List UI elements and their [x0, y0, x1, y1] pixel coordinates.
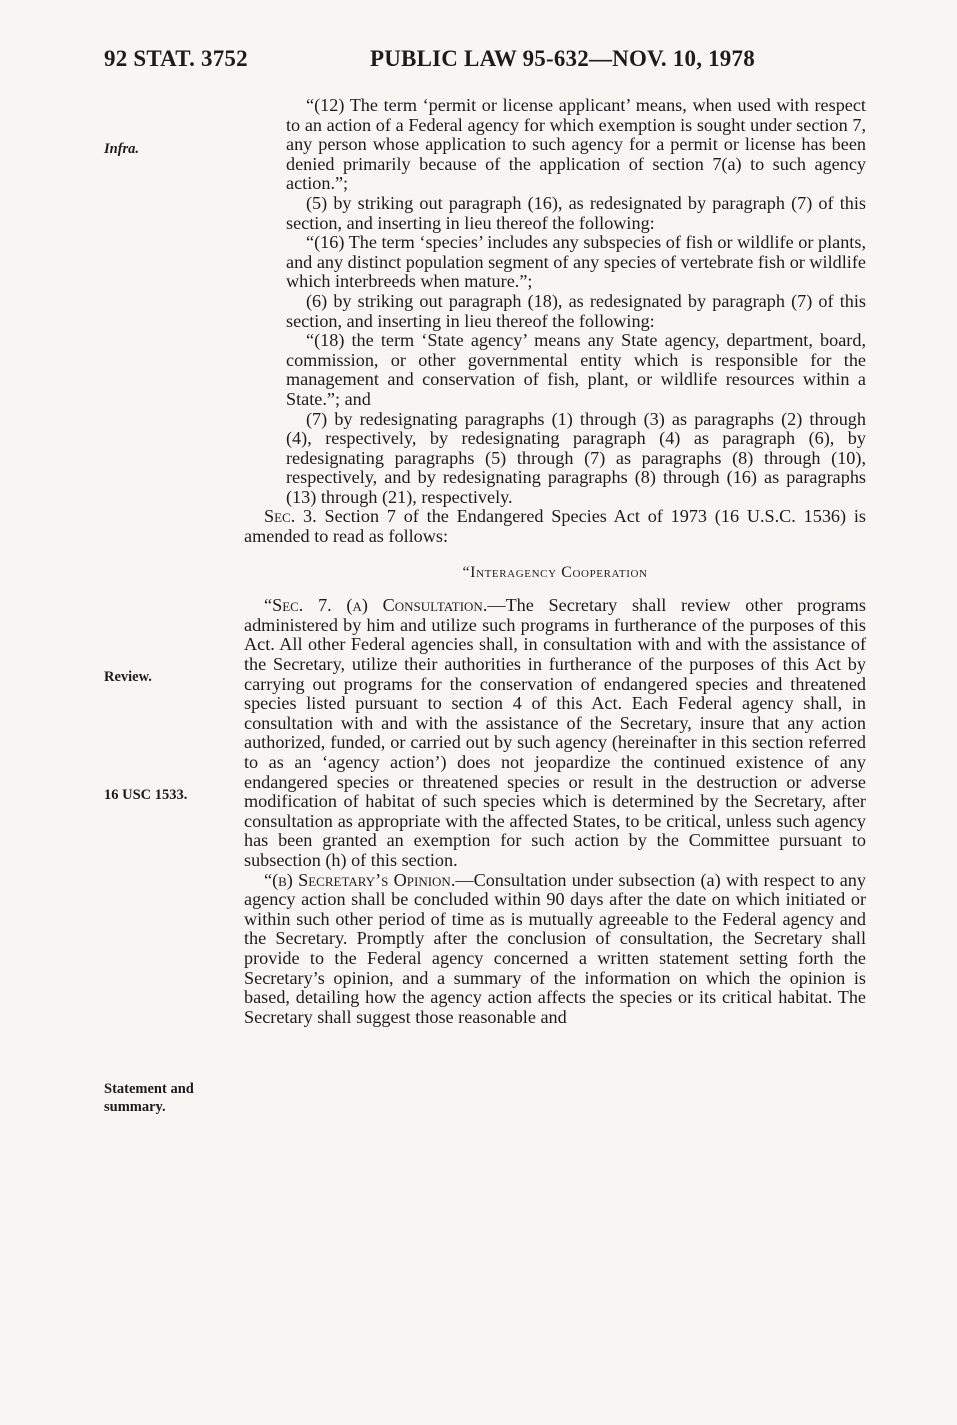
section-3-text: Section 7 of the Endangered Species Act of 1973 (16 U.S.C. 1536) is amended to read as follows: [244, 506, 866, 547]
section-heading: “Interagency Cooperation [462, 563, 648, 581]
paragraph-16-definition: “(16) The term ‘species’ includes any subspecies of fish or wildlife or plants, and any distinct population segment of any species of vertebrate fish or wildlife which interbreeds when mature.”; [286, 232, 866, 292]
amendment-item-6: (6) by striking out paragraph (18), as redesignated by paragraph (7) of this section, and inserting in lieu thereof the following: [286, 290, 866, 331]
statute-page-number: 92 STAT. 3752 [104, 46, 248, 71]
body-text [244, 96, 866, 1027]
section-3 [244, 507, 866, 546]
section-3-label: Sec. 3. [264, 506, 317, 527]
margin-note-infra: Infra. [104, 141, 140, 157]
paragraph-12-definition: “(12) The term ‘permit or license applicant’ means, when used with respect to an action of a Federal agency for which exemption is sought under section 7, any person whose application to such agency for a permit or license has been denied primarily because of the application of section 7(a) to such agency action.”; [286, 95, 866, 194]
paragraph-18-definition: “(18) the term ‘State agency’ means any State agency, department, board, commission, or other governmental entity which is responsible for the management and conservation of fish, plant, or wildlife resources within a State.”; and [286, 330, 866, 409]
page-header [0, 46, 957, 78]
section-7a-text: —The Secretary shall review other programs administered by him and utilize such programs in furtherance of the purposes of this Act. All other Federal agencies shall, in consultation with and with the assistance of the Secretary, utilize their authorities in furtherance of the purposes of this Act by carrying out programs for the conservation of endangered species and threatened species listed pursuant to section 4 of this Act. Each Federal agency shall, in consultation with and with the assistance of the Secretary, insure that any action authorized, funded, or carried out by such agency (hereinafter in this section referred to as an ‘agency action’) does not jeopardize the continued existence of any endangered species or threatened species or result in the destruction or adverse modification of habitat of such species which is determined by the Secretary, after consultation as appropriate with the affected States, to be critical, unless such agency has been granted an exemption for such action by the Committee pursuant to subsection (h) of this section. [244, 595, 867, 870]
section-7b [244, 871, 866, 1028]
public-law-citation: PUBLIC LAW 95-632—NOV. 10, 1978 [370, 46, 755, 71]
section-7b-label: “(b) Secretary’s Opinion. [264, 869, 456, 890]
margin-note-statement: Statement and summary. [104, 1081, 194, 1115]
section-7b-text: —Consultation under subsection (a) with respect to any agency action shall be concluded within 90 days after the date on which initiated or within such other period of time as is mutually agreeable to the Federal agency and the Secretary. Promptly after the conclusion of consultation, the Secretary shall provide to the Federal agency concerned a written statement setting forth the Secretary’s opinion, and a summary of the information on which the opinion is based, detailing how the agency action affects the species or its critical habitat. The Secretary shall suggest those reasonable and [244, 869, 866, 1027]
section-7a-label: “Sec. 7. (a) Consultation. [264, 595, 488, 616]
amendment-item-5: (5) by striking out paragraph (16), as redesignated by paragraph (7) of this section, and inserting in lieu thereof the following: [286, 192, 866, 233]
amendment-item-7: (7) by redesignating paragraphs (1) through (3) as paragraphs (2) through (4), respectively, by redesignating paragraph (4) as paragraph (6), by redesignating paragraphs (5) through (7) as paragraphs (8) through (10), respectively, and by redesignating paragraphs (8) through (16) as paragraphs (13) through (21), respectively. [286, 408, 866, 507]
margin-note-usc: 16 USC 1533. [104, 787, 188, 803]
margin-note-review: Review. [104, 669, 152, 685]
section-7a [244, 596, 866, 870]
